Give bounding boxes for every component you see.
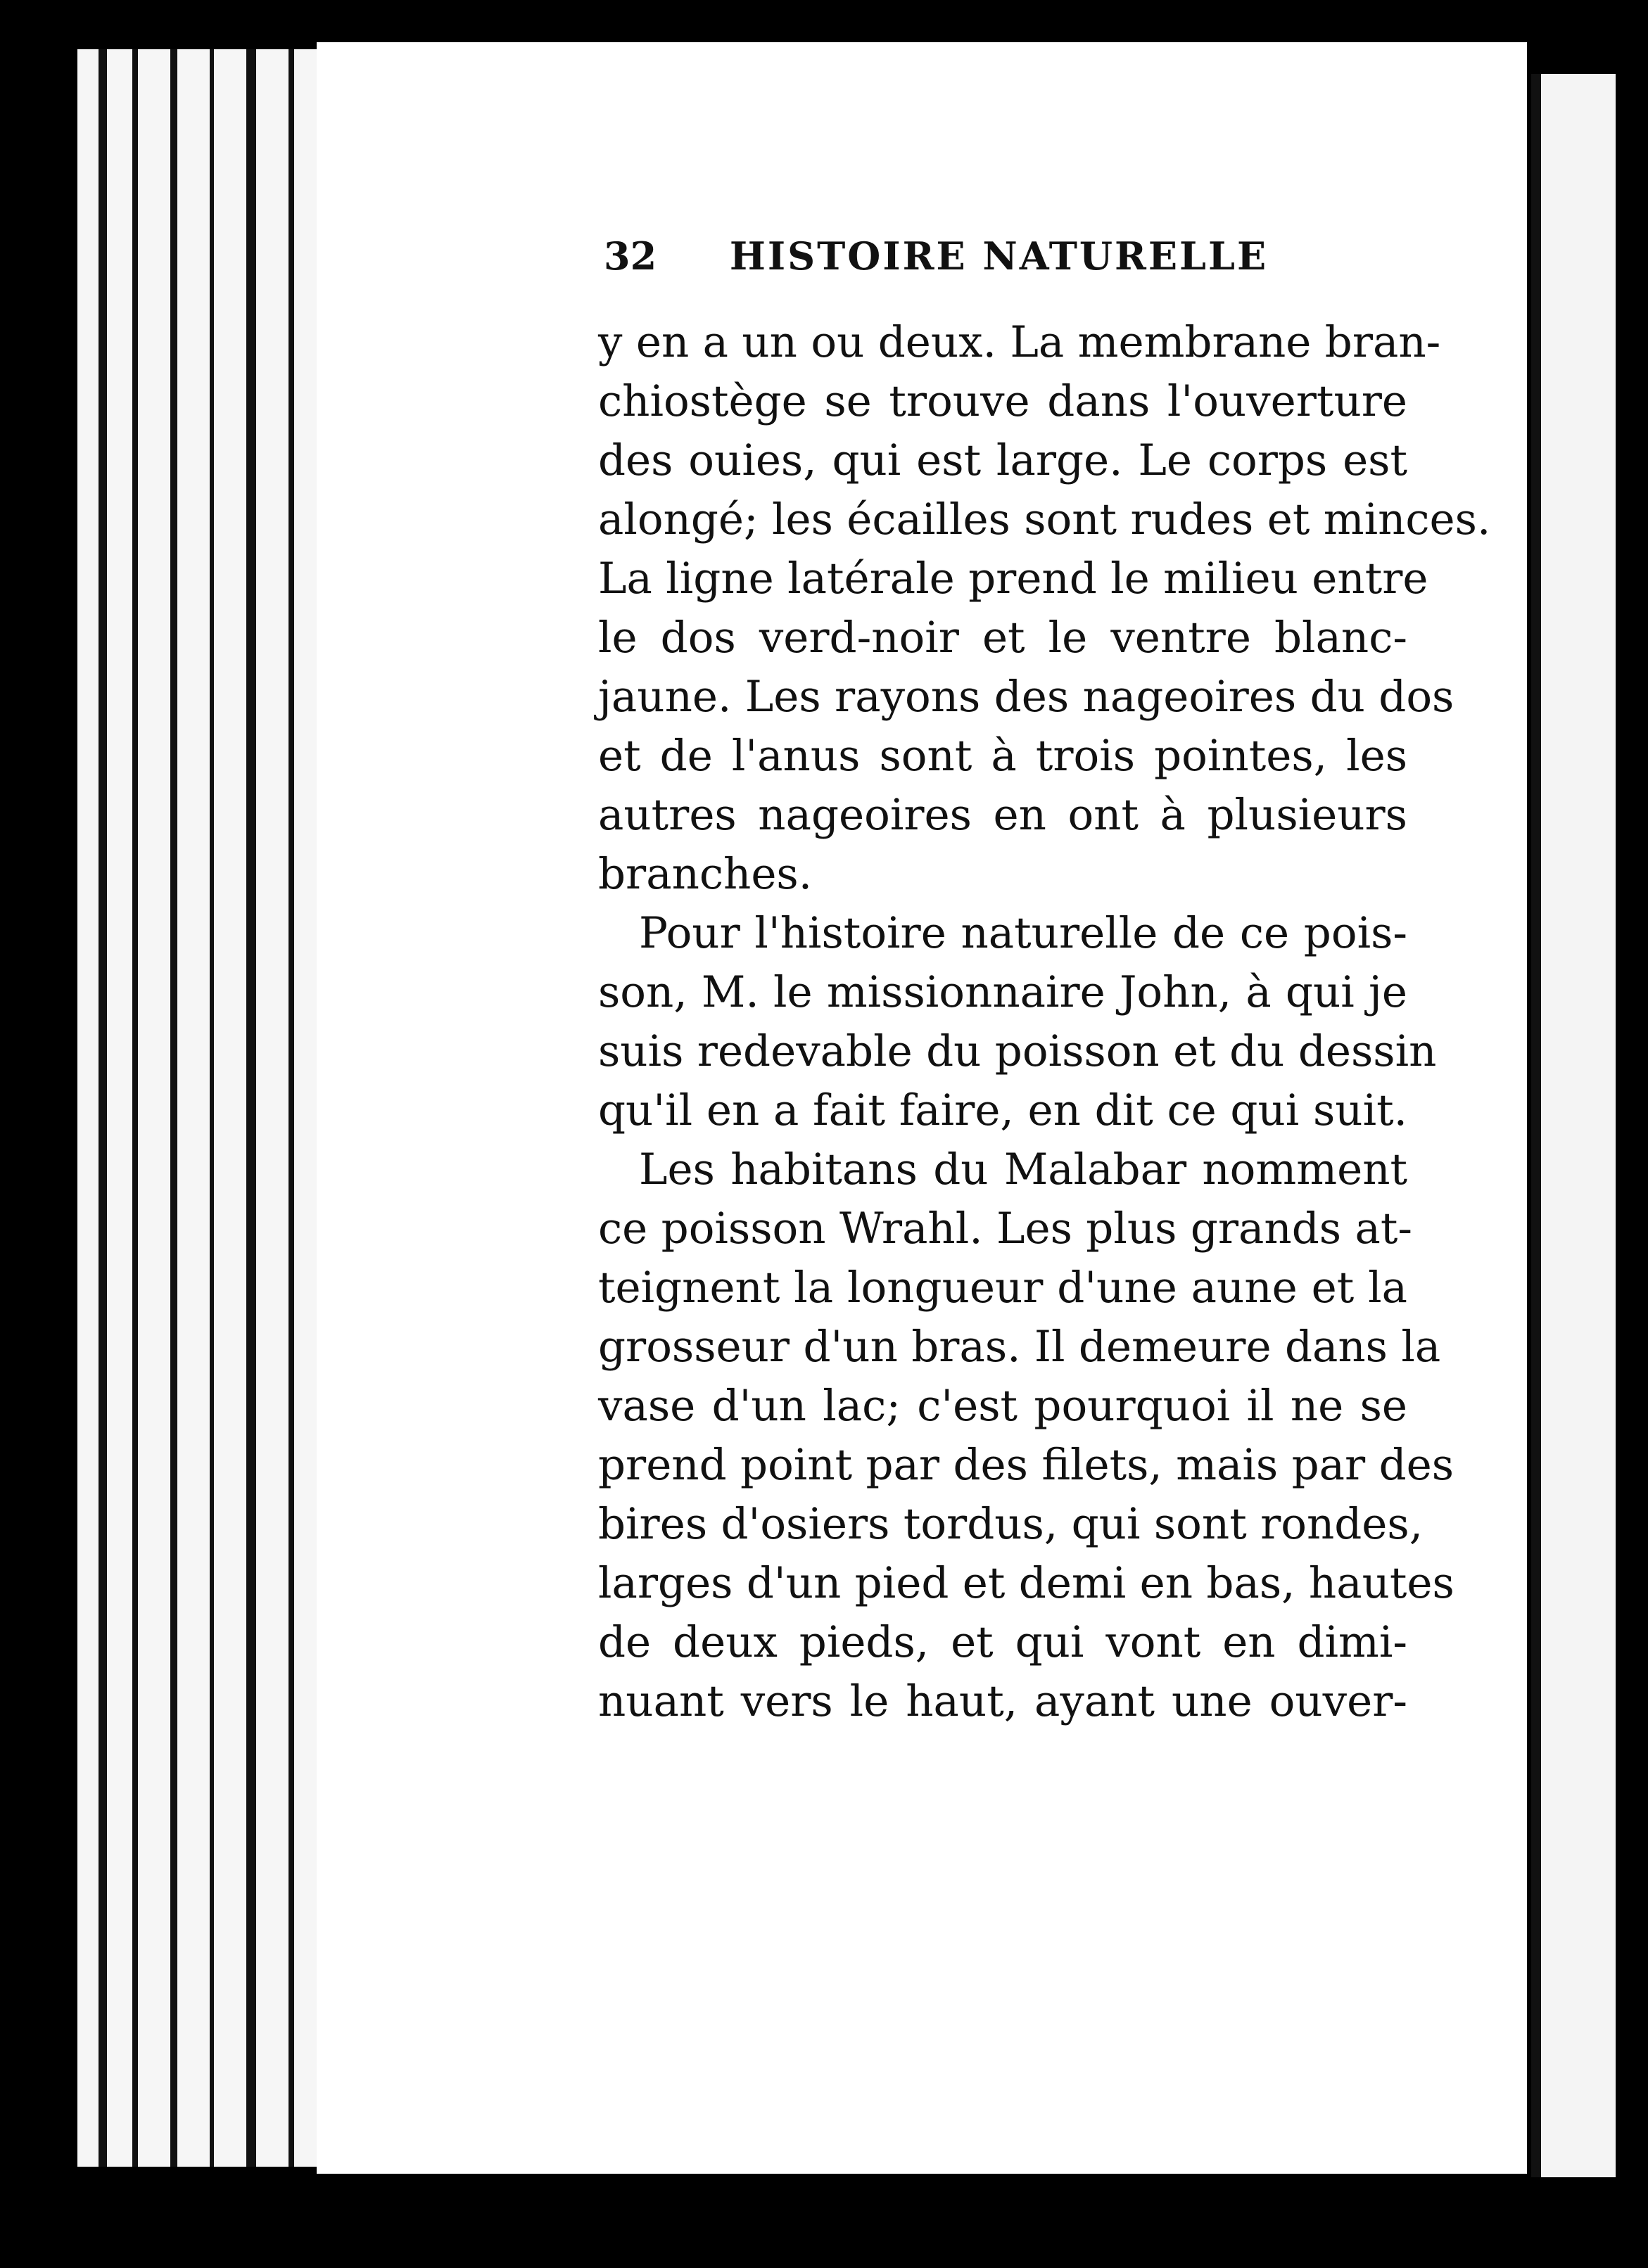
page-edge-line bbox=[289, 49, 294, 2167]
text-line: Les habitans du Malabar nomment bbox=[639, 1145, 1407, 1194]
text-line: ce poisson Wrahl. Les plus grands at- bbox=[598, 1204, 1412, 1254]
text-line: bires d'osiers tordus, qui sont rondes, bbox=[598, 1499, 1424, 1549]
text-line: nuant vers le haut, ayant une ouver- bbox=[598, 1676, 1407, 1726]
page-edge-line bbox=[246, 49, 256, 2167]
text-line: son, M. le missionnaire John, à qui je bbox=[598, 967, 1407, 1017]
page-edge-line bbox=[1531, 74, 1541, 2177]
page-edge-line bbox=[170, 49, 177, 2167]
running-head bbox=[604, 234, 1336, 304]
page-edge-line bbox=[99, 49, 107, 2167]
text-line: vase d'un lac; c'est pourquoi il ne se bbox=[598, 1381, 1407, 1431]
text-line: larges d'un pied et demi en bas, hautes bbox=[598, 1558, 1454, 1608]
text-line: grosseur d'un bras. Il demeure dans la bbox=[598, 1322, 1441, 1372]
page-number: 32 bbox=[604, 234, 657, 279]
text-line: branches. bbox=[598, 849, 813, 899]
text-line: jaune. Les rayons des nageoires du dos bbox=[598, 672, 1454, 722]
text-line: chiostège se trouve dans l'ouverture bbox=[598, 376, 1407, 426]
text-line: prend point par des filets, mais par des bbox=[598, 1440, 1454, 1490]
text-line: suis redevable du poisson et du dessin bbox=[598, 1026, 1437, 1076]
page-edge-line bbox=[210, 49, 214, 2167]
text-line: des ouies, qui est large. Le corps est bbox=[598, 435, 1407, 485]
text-line: teignent la longueur d'une aune et la bbox=[598, 1263, 1407, 1313]
book-page-edge-right bbox=[1531, 74, 1616, 2177]
text-line: y en a un ou deux. La membrane bran- bbox=[598, 317, 1441, 367]
book-page-edges-left bbox=[77, 49, 331, 2167]
page-edge-line bbox=[132, 49, 138, 2167]
book-page bbox=[317, 42, 1527, 2174]
text-line: de deux pieds, et qui vont en dimi- bbox=[598, 1617, 1407, 1667]
text-line: alongé; les écailles sont rudes et minces. bbox=[598, 495, 1491, 544]
text-line: et de l'anus sont à trois pointes, les bbox=[598, 731, 1407, 781]
text-line: La ligne latérale prend le milieu entre bbox=[598, 554, 1428, 604]
running-head-title: HISTOIRE NATURELLE bbox=[729, 234, 1269, 279]
text-line: autres nageoires en ont à plusieurs bbox=[598, 790, 1407, 840]
text-line: le dos verd-noir et le ventre blanc- bbox=[598, 613, 1407, 663]
body-text bbox=[598, 313, 1491, 1731]
text-line: qu'il en a fait faire, en dit ce qui suit. bbox=[598, 1085, 1407, 1135]
text-line: Pour l'histoire naturelle de ce pois- bbox=[639, 908, 1407, 958]
